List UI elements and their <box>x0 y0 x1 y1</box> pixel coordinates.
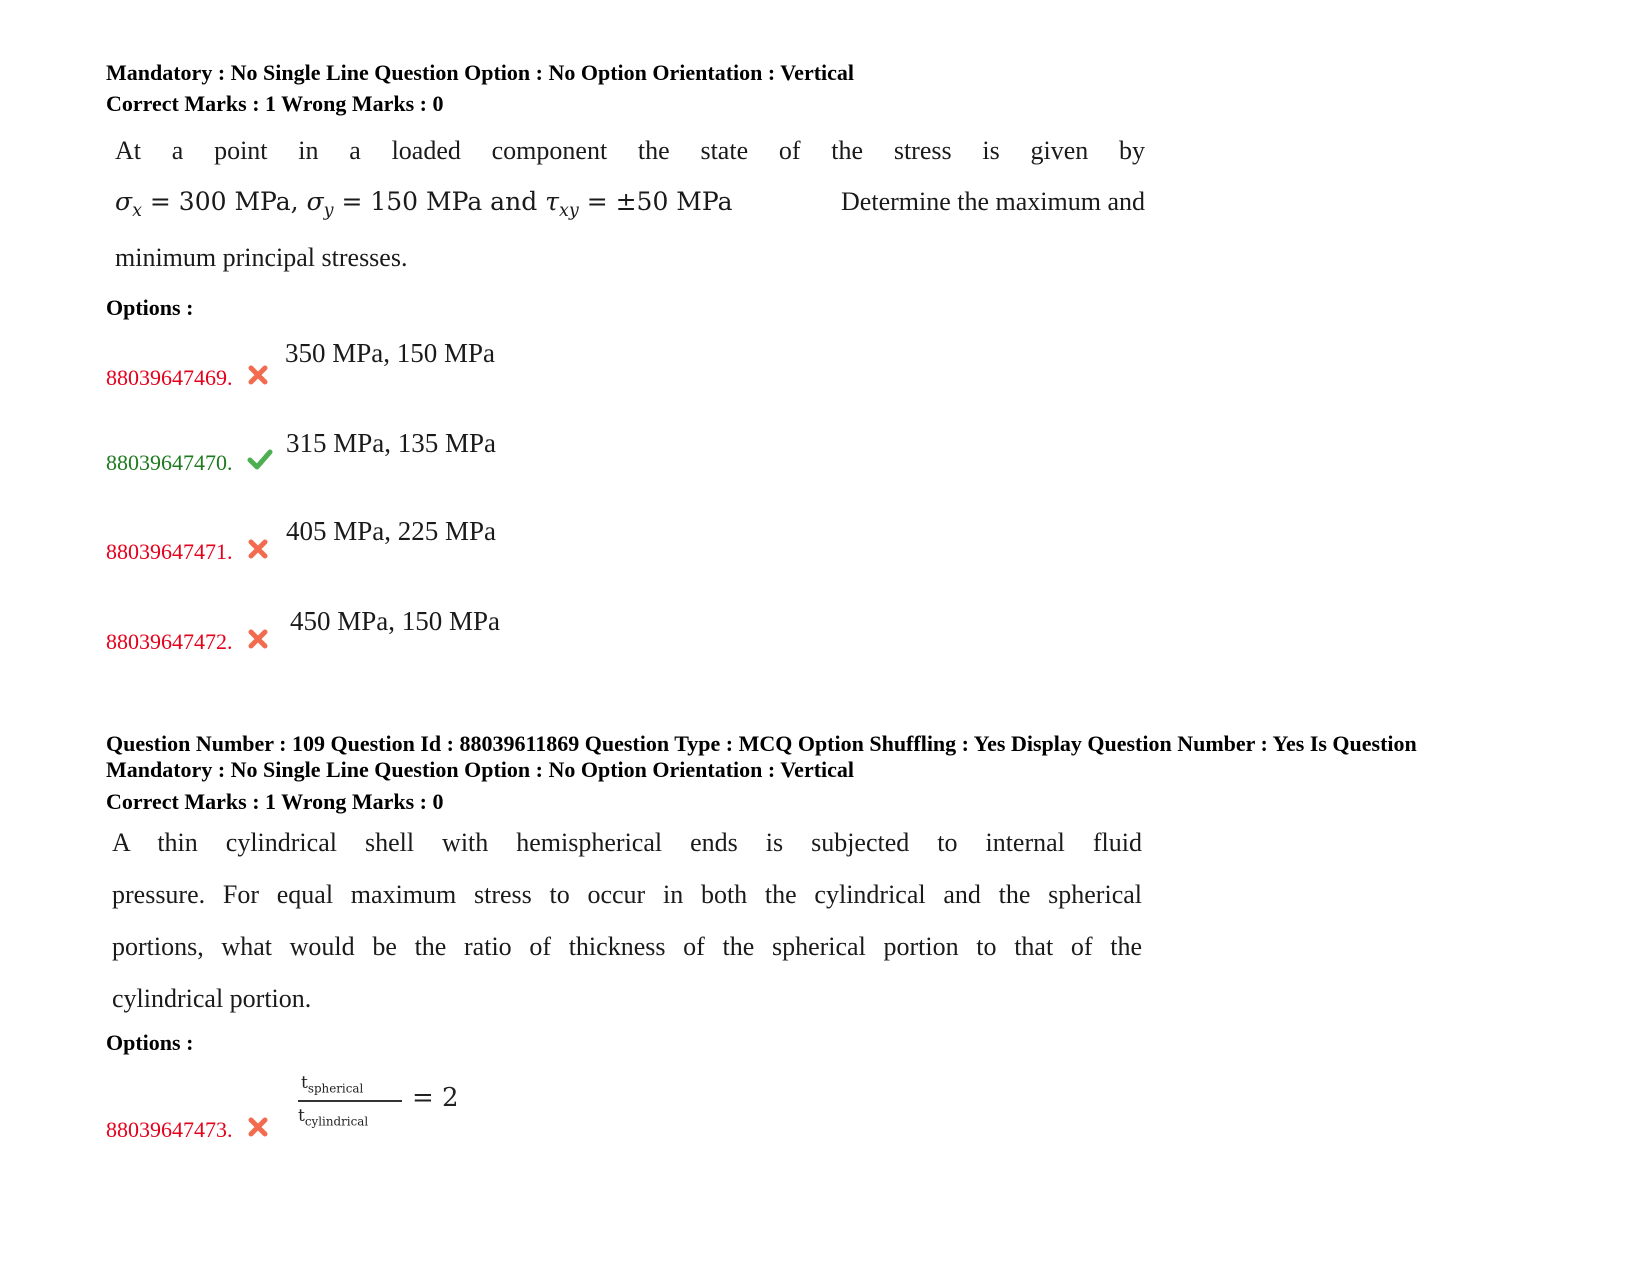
q109-text-line2: pressure. For equal maximum stress to occur in both the cylindrical and the spherical <box>112 880 1142 909</box>
q108-text-line2-rest: Determine the maximum and <box>841 187 1145 216</box>
fraction-equals: = 2 <box>412 1083 459 1113</box>
tau-xy-symbol: τ <box>545 187 559 216</box>
q108-option-4-id: 88039647472. <box>106 629 233 654</box>
q109-header-line1: Question Number : 109 Question Id : 88039611869 Question Type : MCQ Option Shuffling : Yes Display Question Number : Yes Is Question <box>106 731 1417 756</box>
tau-xy-value: = ±50 MPa <box>578 187 733 216</box>
cross-icon <box>247 538 269 560</box>
q109-text-line4: cylindrical portion. <box>112 984 312 1013</box>
q109-options-label: Options : <box>106 1030 194 1055</box>
q108-option-4-text: 450 MPa, 150 MPa <box>290 606 501 636</box>
q108-text-line1: At a point in a loaded component the state of the stress is given by <box>115 136 1145 165</box>
sigma-y-value: = 150 MPa and <box>333 187 546 216</box>
q108-option-2-id: 88039647470. <box>106 450 233 475</box>
sigma-x-value: = 300 MPa, <box>141 187 307 216</box>
q109-text-line1: A thin cylindrical shell with hemispherical ends is subjected to internal fluid <box>112 828 1142 857</box>
q108-option-3-id: 88039647471. <box>106 539 233 564</box>
fraction-denominator: $t_{cylindrical}$ <box>298 1106 369 1129</box>
q108-option-1-text: 350 MPa, 150 MPa <box>285 338 496 368</box>
cross-icon <box>247 364 269 386</box>
fraction-numerator: $t_{spherical}$ <box>301 1073 364 1096</box>
cross-icon <box>247 628 269 650</box>
q109-option-1-fraction <box>296 1073 466 1137</box>
q108-option-1-id: 88039647469. <box>106 365 233 390</box>
q108-header-line1: Mandatory : No Single Line Question Option : No Option Orientation : Vertical <box>106 60 855 85</box>
q109-header-line2: Mandatory : No Single Line Question Option : No Option Orientation : Vertical <box>106 757 855 782</box>
tau-xy-subscript: xy <box>558 201 579 221</box>
check-icon <box>247 448 273 470</box>
q109-text-line3: portions, what would be the ratio of thickness of the spherical portion to that of the <box>112 932 1142 961</box>
q108-formula <box>115 187 733 226</box>
sigma-x-symbol: σ <box>115 187 133 216</box>
cross-icon <box>247 1116 269 1138</box>
q108-options-label: Options : <box>106 295 194 320</box>
sigma-y-symbol: σ <box>306 187 324 216</box>
q108-marks-line: Correct Marks : 1 Wrong Marks : 0 <box>106 91 444 116</box>
fraction-bar <box>298 1100 402 1102</box>
sigma-x-subscript: x <box>132 201 142 221</box>
q108-text-line2 <box>115 187 1145 226</box>
sigma-y-subscript: y <box>323 201 334 221</box>
q108-option-3-text: 405 MPa, 225 MPa <box>286 516 497 546</box>
q108-text-line3: minimum principal stresses. <box>115 243 408 272</box>
q109-option-1-id: 88039647473. <box>106 1117 233 1142</box>
q108-option-2-text: 315 MPa, 135 MPa <box>286 428 497 458</box>
q109-marks-line: Correct Marks : 1 Wrong Marks : 0 <box>106 789 444 814</box>
